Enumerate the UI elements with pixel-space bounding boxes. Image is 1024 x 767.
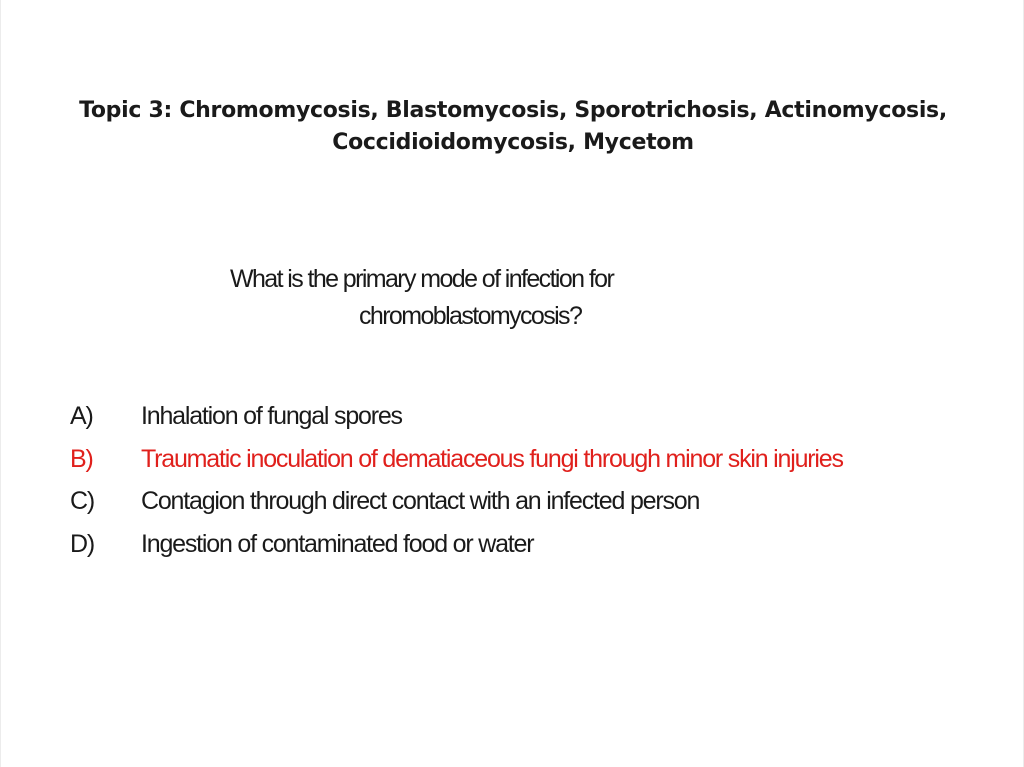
- option-c-text: Contagion through direct contact with an infected person: [141, 487, 700, 515]
- option-b-letter: B): [70, 445, 93, 473]
- question-line-1: What is the primary mode of infection for: [230, 265, 614, 293]
- slide-title: [41, 95, 985, 159]
- slide-title-line-2: Coccidioidomycosis, Mycetom: [332, 130, 694, 155]
- option-a: [70, 402, 402, 431]
- option-d: [70, 530, 533, 559]
- slide-title-line-1: Topic 3: Chromomycosis, Blastomycosis, Sporotrichosis, Actinomycosis,: [79, 98, 947, 123]
- option-d-letter: D): [70, 530, 94, 558]
- option-a-letter: A): [70, 402, 93, 430]
- option-c-letter: C): [70, 487, 94, 515]
- option-c: [70, 487, 699, 516]
- question-line-2: chromoblastomycosis?: [359, 302, 582, 330]
- option-d-text: Ingestion of contaminated food or water: [141, 530, 534, 558]
- option-b-correct-answer: [70, 445, 843, 474]
- option-b-text: Traumatic inoculation of dematiaceous fungi through minor skin injuries: [141, 445, 843, 473]
- option-a-text: Inhalation of fungal spores: [141, 402, 402, 430]
